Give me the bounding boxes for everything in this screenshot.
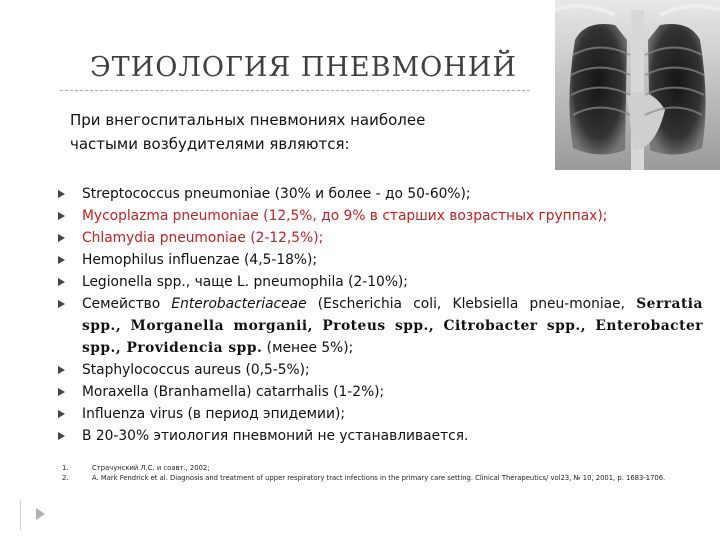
list-item [58, 249, 703, 271]
arrow-bullet-icon [58, 256, 65, 264]
slide-title: ЭТИОЛОГИЯ ПНЕВМОНИЙ [90, 52, 517, 83]
reference-number: 2. [62, 473, 69, 482]
arrow-bullet-icon [58, 278, 65, 286]
list-item-text: В 20-30% этиология пневмоний не устанавливается. [82, 428, 469, 444]
list-item [58, 403, 703, 425]
list-item [58, 359, 703, 381]
next-slide-icon[interactable] [36, 508, 45, 520]
corner-divider [20, 500, 21, 530]
family-examples: (Escherichia coli, Klebsiella pneu-moniae, [306, 296, 637, 312]
reference-text: A. Mark Fendrick et al. Diagnosis and treatment of upper respiratory tract infections in the primary care setting. Clinical Therapeutics/ vol23, № 10, 2001, p. 1683-1706. [92, 473, 666, 482]
references [62, 464, 702, 483]
arrow-bullet-icon [58, 410, 65, 418]
list-item [58, 205, 703, 227]
reference-number: 1. [62, 464, 69, 472]
list-item-text: Chlamydia pneumoniae (2-12,5%); [82, 230, 324, 246]
list-item [58, 381, 703, 403]
list-item-text: Influenza virus (в период эпидемии); [82, 406, 346, 422]
arrow-bullet-icon [58, 300, 65, 308]
list-item-text: Staphylococcus aureus (0,5-5%); [82, 362, 310, 378]
arrow-bullet-icon [58, 234, 65, 242]
family-share: (менее 5%); [262, 340, 354, 356]
list-item [58, 183, 703, 205]
reference-item [62, 474, 702, 484]
arrow-bullet-icon [58, 190, 65, 198]
family-name: Enterobacteriaceae [171, 296, 307, 312]
intro-text [70, 108, 540, 156]
list-item-text [82, 293, 703, 359]
arrow-bullet-icon [58, 212, 65, 220]
list-item-text: Mycoplazma pneumoniae (12,5%, до 9% в старших возрастных группах); [82, 208, 608, 224]
pathogen-list [58, 183, 703, 447]
title-divider [60, 90, 530, 91]
chest-xray-image [555, 0, 720, 170]
family-examples-bold: Serratia spp., Morganella morganii, Proteus spp., Citrobacter spp., Enterobacter spp., Providencia spp. [82, 296, 703, 356]
reference-item [62, 464, 702, 474]
intro-line: При внегоспитальных пневмониях наиболее [70, 111, 426, 129]
chest-xray-icon [555, 0, 720, 170]
list-item-text: Streptococcus pneumoniae (30% и более - до 50-60%); [82, 186, 471, 202]
list-item [58, 271, 703, 293]
intro-line: частыми возбудителями являются: [70, 135, 350, 153]
list-item [58, 227, 703, 249]
arrow-bullet-icon [58, 432, 65, 440]
list-item [58, 293, 703, 359]
list-item-text: Legionella spp., чаще L. pneumophila (2-10%); [82, 274, 408, 290]
list-item-text: Moraxella (Branhamella) catarrhalis (1-2%); [82, 384, 385, 400]
reference-text: Страчунский Л.С. и соавт., 2002; [92, 464, 210, 472]
arrow-bullet-icon [58, 388, 65, 396]
list-item [58, 425, 703, 447]
family-label: Семейство [82, 296, 172, 312]
arrow-bullet-icon [58, 366, 65, 374]
list-item-text: Hemophilus influenzae (4,5-18%); [82, 252, 318, 268]
